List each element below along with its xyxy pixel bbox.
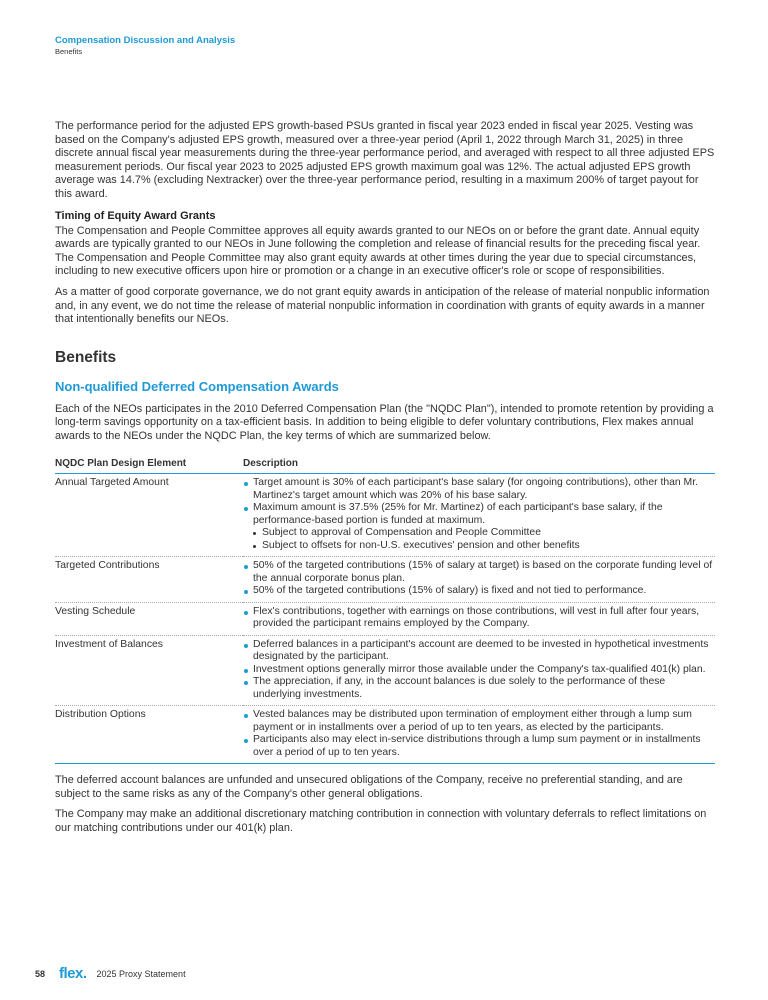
section-title: Compensation Discussion and Analysis <box>55 35 236 46</box>
subsection-title: Benefits <box>55 47 83 56</box>
description-cell <box>243 557 715 603</box>
bullet-item: Flex's contributions, together with earnings on those contributions, will vest in full after four years, provided the participant remains employed by the Company. <box>243 606 715 631</box>
timing-heading: Timing of Equity Award Grants <box>55 209 216 222</box>
document-title: 2025 Proxy Statement <box>96 968 186 979</box>
timing-paragraph-1: The Compensation and People Committee approves all equity awards granted to our NEOs on or before the grant date. Annual equity awards are typically granted to our NEOs in June following the completion and release of financial results for the preceding fiscal year. The Compensation and People Committee may also grant equity awards at other times during the year due to special circumstances, including to new executive officers upon hire or promotion or a change in an executive officer's role or scope of responsibilities. <box>55 224 701 278</box>
bullet-item: 50% of the targeted contributions (15% of salary) is fixed and not tied to performance. <box>243 585 715 598</box>
bullet-item: Deferred balances in a participant's account are deemed to be invested in hypothetical investments designated by the participant. <box>243 639 715 664</box>
sub-bullet-item: Subject to approval of Compensation and People Committee <box>243 527 715 540</box>
table-row <box>55 602 715 635</box>
page-number: 58 <box>35 968 46 979</box>
nqdc-heading: Non-qualified Deferred Compensation Awards <box>55 378 339 394</box>
bullet-item: 50% of the targeted contributions (15% of salary at target) is based on the corporate funding level of the annual corporate bonus plan. <box>243 560 715 585</box>
page-header <box>55 35 235 56</box>
table-row <box>55 635 715 706</box>
intro-paragraph: The performance period for the adjusted EPS growth-based PSUs granted in fiscal year 2023 ended in fiscal year 2025. Vesting was based on the Company's adjusted EPS growth, measured over a three-year period (April 1, 2022 through March 31, 2025) in three discrete annual fiscal year measurements during the three-year performance period, and averaged with respect to all three adjusted EPS measurement periods. Our fiscal year 2023 to 2025 adjusted EPS growth maximum goal was 12%. The actual adjusted EPS growth average was 14.7% (excluding Nextracker) over the three-year performance period, resulting in a maximum 200% of target payout for this award. <box>55 120 715 200</box>
main-content <box>55 120 715 842</box>
bullet-item: Participants also may elect in-service distributions through a lump sum payment or in installments over a period of up to ten years. <box>243 734 715 759</box>
bullet-item: Investment options generally mirror those available under the Company's tax-qualified 401(k) plan. <box>243 664 715 677</box>
column-header: NQDC Plan Design Element <box>55 456 243 474</box>
flex-logo: flex. <box>59 965 87 982</box>
bullet-item: Target amount is 30% of each participant's base salary (for ongoing contributions), other than Mr. Martinez's target amount which was 20% of his base salary. <box>243 477 715 502</box>
nqdc-table <box>55 456 715 765</box>
closing-paragraph-2: The Company may make an additional discretionary matching contribution in connection with voluntary deferrals to reflect limitations on our matching contributions under our 401(k) plan. <box>55 808 707 834</box>
description-cell <box>243 706 715 764</box>
plan-element: Annual Targeted Amount <box>55 474 243 557</box>
plan-element: Distribution Options <box>55 706 243 764</box>
page-footer <box>35 965 186 982</box>
description-cell <box>243 602 715 635</box>
description-cell <box>243 635 715 706</box>
description-cell <box>243 474 715 557</box>
table-row <box>55 706 715 764</box>
timing-paragraph-2: As a matter of good corporate governance, we do not grant equity awards in anticipation of the release of material nonpublic information and, in any event, we do not time the release of material nonpublic information in coordination with grants of equity awards in a manner that intentionally benefits our NEOs. <box>55 285 710 326</box>
bullet-item: Vested balances may be distributed upon termination of employment either through a lump sum payment or in installments over a period of up to ten years, as elected by the participants. <box>243 709 715 734</box>
sub-bullet-item: Subject to offsets for non-U.S. executives' pension and other benefits <box>243 540 715 553</box>
closing-paragraph-1: The deferred account balances are unfunded and unsecured obligations of the Company, receive no preferential standing, and are subject to the same risks as any of the Company's other general obligations. <box>55 774 683 800</box>
plan-element: Targeted Contributions <box>55 557 243 603</box>
plan-element: Investment of Balances <box>55 635 243 706</box>
plan-element: Vesting Schedule <box>55 602 243 635</box>
table-row <box>55 474 715 557</box>
bullet-item: Maximum amount is 37.5% (25% for Mr. Martinez) of each participant's base salary, if the performance-based portion is funded at maximum. <box>243 502 715 527</box>
bullet-item: The appreciation, if any, in the account balances is due solely to the performance of these underlying investments. <box>243 676 715 701</box>
nqdc-paragraph: Each of the NEOs participates in the 2010 Deferred Compensation Plan (the "NQDC Plan"), intended to promote retention by providing a long-term savings opportunity on a tax-efficient basis. In addition to being eligible to defer voluntary contributions, Flex makes annual awards to the NEOs under the NQDC Plan, the key terms of which are summarized below. <box>55 402 714 442</box>
benefits-heading: Benefits <box>55 348 117 366</box>
table-row <box>55 557 715 603</box>
column-header: Description <box>243 456 715 474</box>
